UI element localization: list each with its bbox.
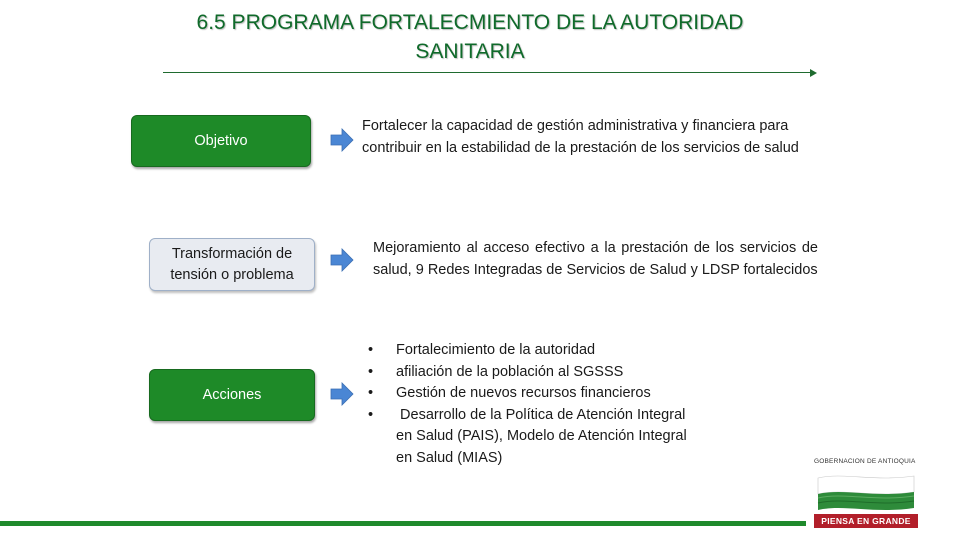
slide-title	[120, 8, 820, 66]
acciones-box	[149, 369, 315, 421]
bullet-icon: •	[368, 363, 374, 380]
transformacion-label: Transformación de tensión o problema	[170, 245, 294, 283]
bullet-icon: •	[368, 406, 374, 423]
bullet-icon: •	[368, 342, 374, 358]
logo-bottom-text: PIENSA EN GRANDE	[814, 514, 918, 528]
right-arrow-icon	[330, 382, 354, 406]
list-item	[368, 405, 698, 470]
bullet-icon: •	[368, 385, 374, 401]
list-item	[368, 362, 698, 384]
antioquia-flag-emblem	[814, 472, 918, 512]
objetivo-box	[131, 115, 311, 167]
footer-bar	[0, 521, 806, 526]
title-underline-arrowhead	[810, 69, 817, 77]
logo-top-text: GOBERNACIÓN DE ANTIOQUIA	[814, 458, 916, 465]
list-item-text: afiliación de la población al SGSSS	[396, 363, 624, 380]
transformacion-box	[149, 238, 315, 291]
list-item-text: Fortalecimiento de la autoridad	[396, 342, 596, 358]
list-item-text: Gestión de nuevos recursos financieros	[396, 385, 651, 401]
slide-title-line2: SANITARIA	[415, 40, 525, 63]
right-arrow-icon	[330, 128, 354, 152]
transformacion-text: Mejoramiento al acceso efectivo a la prestación de los servicios de salud, 9 Redes Integradas de Servicios de Salud y LDSP fortalecidos	[373, 240, 818, 278]
list-item-text: Desarrollo de la Política de Atención Integral en Salud (PAIS), Modelo de Atención Integral en Salud (MIAS)	[396, 406, 691, 466]
objetivo-label: Objetivo	[194, 132, 248, 149]
gobernacion-logo	[810, 458, 922, 530]
acciones-list	[368, 340, 698, 469]
acciones-label: Acciones	[202, 386, 262, 403]
list-item	[368, 383, 698, 405]
title-underline	[163, 72, 813, 73]
list-item	[368, 340, 698, 362]
right-arrow-icon	[330, 248, 354, 272]
slide-title-line1: 6.5 PROGRAMA FORTALECMIENTO DE LA AUTORIDAD	[196, 11, 744, 34]
objetivo-text: Fortalecer la capacidad de gestión administrativa y financiera para contribuir en la estabilidad de la prestación de los servicios de salud	[362, 118, 799, 156]
